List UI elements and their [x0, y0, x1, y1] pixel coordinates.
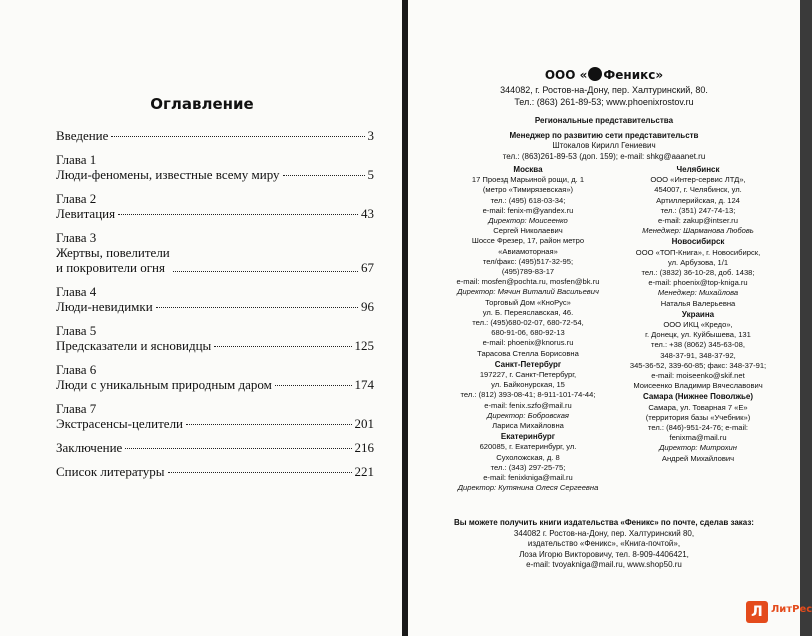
- region-city: Челябинск: [676, 165, 720, 174]
- publisher-address: 344082, г. Ростов-на-Дону, пер. Халтуринский, 80.: [500, 85, 708, 95]
- region-line: тел.: (343) 297-25-75;: [490, 462, 566, 472]
- region-line: e-mail: zakup@intser.ru: [658, 216, 738, 226]
- region-line: Лариса Михайловна: [492, 421, 564, 431]
- region-line: ул. Арбузова, 1/1: [667, 257, 729, 267]
- toc-chapter-number: Глава 1: [56, 152, 97, 167]
- region-line: e-mail: fenix-m@yandex.ru: [482, 205, 574, 215]
- region-line: 348-37-91, 348-37-92,: [660, 350, 736, 360]
- litres-badge-icon: Л: [746, 601, 768, 623]
- region-line: Торговый Дом «КноРус»: [485, 297, 571, 307]
- region-line: e-mail: phoenix@top-kniga.ru: [648, 278, 748, 288]
- region-city: Новосибирск: [671, 237, 725, 247]
- toc-spacer: [56, 275, 374, 284]
- toc-chapter-entry-title-line: Люди-невидимки: [56, 299, 153, 314]
- toc-chapter-number: Глава 2: [56, 191, 97, 206]
- region-line: тел/факс: (495)517-32-95;: [482, 256, 574, 266]
- region-city: Москва: [513, 165, 543, 174]
- toc-spacer: [56, 314, 374, 323]
- toc-chapter-entry-page: 5: [367, 167, 374, 182]
- toc-dot-leader: [173, 271, 358, 272]
- toc-spacer: [56, 455, 374, 464]
- region-line: ул. Б. Переяславская, 46.: [482, 307, 574, 317]
- toc-bibliography-page: 221: [354, 464, 374, 479]
- toc-chapter-entry-title-line: Левитация: [56, 206, 116, 221]
- region-line: Самара, ул. Товарная 7 «Е»: [648, 402, 748, 412]
- region-line: тел.: (846)-951-24-76; e-mail:: [647, 423, 748, 433]
- order-line: издательство «Феникс», «Книга-почтой»,: [527, 539, 681, 548]
- region-line: ул. Байконурская, 15: [491, 380, 565, 390]
- toc-dot-leader: [283, 175, 365, 176]
- toc-chapter-entry: [56, 338, 374, 353]
- toc-conclusion-page: 216: [354, 440, 374, 455]
- region-line: ООО «ТОП-Книга», г. Новосибирск,: [635, 247, 761, 257]
- toc-intro: [56, 128, 374, 143]
- toc-intro-title: [56, 128, 108, 143]
- region-line: e-mail: moiseenko@skif.net: [651, 371, 745, 381]
- region-line: Сухоложская, д. 8: [496, 452, 560, 462]
- region-city: Санкт-Петербург: [494, 359, 562, 369]
- toc-dot-leader: [111, 136, 364, 137]
- toc-dot-leader: [118, 214, 358, 215]
- toc-spacer: [56, 182, 374, 191]
- regional-column-left: [438, 165, 618, 494]
- toc-chapter-entry-title: [56, 338, 211, 353]
- toc-chapter-entry-title-line: Предсказатели и ясновидцы: [56, 338, 212, 353]
- publisher-contacts: Тел.: (863) 261-89-53; www.phoenixrostov.ru: [514, 97, 694, 107]
- toc-chapter-entry-title-line: Жертвы, повелители: [56, 245, 170, 260]
- region-line: 680-91-06, 680-92-13: [491, 328, 565, 338]
- toc-chapter-entry: [56, 377, 374, 392]
- region-line: e-mail: fenix.szfo@mail.ru: [484, 400, 572, 410]
- region-line: e-mail: mosfen@pochta.ru, mosfen@bk.ru: [456, 277, 600, 287]
- region-line: Наталья Валерьевна: [660, 298, 736, 308]
- toc-chapter-number: Глава 5: [56, 323, 97, 338]
- region-line: (495)789-83-17: [501, 267, 555, 277]
- region-line: Директор: Моисеенко: [488, 216, 568, 226]
- manager-contacts: тел.: (863)261-89-53 (доп. 159); e-mail: shkg@aaanet.ru: [502, 151, 706, 161]
- region-line: (метро «Тимирязевская»): [482, 185, 574, 195]
- region-line: fenixma@mail.ru: [669, 433, 727, 443]
- toc-chapter-entry-page: 43: [361, 206, 374, 221]
- toc-bibliography-title-line: Список литературы: [56, 464, 165, 479]
- regional-block: [408, 116, 800, 162]
- phoenix-logo-icon: [588, 67, 602, 81]
- toc-chapter-entry: [56, 245, 374, 275]
- region-line: 345-36-52, 339-60-85; факс: 348-37-91;: [629, 360, 767, 370]
- order-block: [408, 518, 800, 571]
- order-line: e-mail: tvoyakniga@mail.ru, www.shop50.ru: [526, 560, 682, 569]
- region-line: 197227, г. Санкт-Петербург,: [479, 370, 577, 380]
- toc-spacer: [56, 221, 374, 230]
- region-line: Артиллерийская, д. 124: [656, 195, 740, 205]
- manager-name: Штокалов Кирилл Гениевич: [552, 141, 656, 150]
- toc-chapter-entry-title: [56, 416, 183, 431]
- region-line: 454007, г. Челябинск, ул.: [654, 185, 742, 195]
- region-line: «Авиамоторная»: [498, 246, 558, 256]
- region-line: 620085, г. Екатеринбург, ул.: [479, 442, 577, 452]
- toc-chapter-number: Глава 7: [56, 401, 97, 416]
- order-heading: Вы можете получить книги издательства «Феникс» по почте, сделав заказ:: [454, 518, 754, 527]
- litres-badge-label: ЛитРес: [771, 604, 812, 615]
- toc-chapter-number: Глава 4: [56, 284, 97, 299]
- toc-chapter-number: Глава 6: [56, 362, 97, 377]
- toc-chapter-entry-page: 96: [361, 299, 374, 314]
- toc-chapter-entry-page: 125: [354, 338, 374, 353]
- region-line: Директор: Кутянина Олеся Сергеевна: [457, 483, 599, 493]
- region-line: тел.: +38 (8062) 345-63-08,: [651, 340, 745, 350]
- toc-chapter-entry-title-line: Люди с уникальным природным даром: [56, 377, 272, 392]
- region-line: ООО «Интер-сервис ЛТД»,: [650, 175, 746, 185]
- toc-spacer: [56, 431, 374, 440]
- region-line: Моисеенко Владимир Вячеславович: [633, 381, 763, 391]
- toc-dot-leader: [275, 385, 352, 386]
- region-line: тел.: (495) 618-03-34;: [490, 195, 566, 205]
- toc-chapter-number: Глава 3: [56, 230, 97, 245]
- region-city: Самара (Нижнее Поволжье): [642, 392, 754, 402]
- toc-chapter-entry: [56, 416, 374, 431]
- region-line: Сергей Николаевич: [493, 226, 563, 236]
- toc-chapter-entry: [56, 299, 374, 314]
- toc-chapter-entry-page: 67: [361, 260, 374, 275]
- regional-heading: Региональные представительства: [534, 116, 674, 125]
- region-line: ООО ИКЦ «Кредо»,: [663, 320, 733, 330]
- toc-bibliography-title: [56, 464, 165, 479]
- toc-chapter-entry-title-line: и покровители огня: [56, 260, 165, 275]
- toc-spacer: [56, 143, 374, 152]
- left-page-toc: [0, 0, 404, 636]
- toc-list: [56, 128, 374, 479]
- region-line: e-mail: phoenix@knorus.ru: [482, 338, 574, 348]
- toc-chapter-entry-title: [56, 299, 153, 314]
- manager-heading: Менеджер по развитию сети представительств: [509, 130, 699, 140]
- publisher-address-block: [408, 84, 800, 108]
- toc-chapter-entry-title: [56, 167, 280, 182]
- region-line: Менеджер: Михайлова: [657, 288, 739, 298]
- region-line: Андрей Михайлович: [661, 453, 735, 463]
- publisher-title: ООО « Феникс»: [544, 68, 664, 82]
- toc-dot-leader: [125, 448, 351, 449]
- region-line: Директор: Бобровская: [487, 410, 569, 420]
- toc-spacer: [56, 353, 374, 362]
- toc-spacer: [56, 392, 374, 401]
- toc-chapter-entry-title-line: Люди-феномены, известные всему миру: [56, 167, 280, 182]
- toc-dot-leader: [186, 424, 351, 425]
- toc-conclusion: [56, 440, 374, 455]
- toc-bibliography: [56, 464, 374, 479]
- toc-chapter-entry-page: 174: [354, 377, 374, 392]
- toc-chapter-entry-title: [56, 245, 170, 275]
- toc-chapter-entry-title: [56, 377, 272, 392]
- order-line: Лоза Игорю Викторовичу, тел. 8-909-4406421,: [519, 549, 689, 559]
- toc-conclusion-title: [56, 440, 122, 455]
- right-page-imprint: [408, 0, 812, 636]
- regional-column-right: [608, 165, 788, 464]
- order-line: 344082 г. Ростов-на-Дону, пер. Халтуринский 80,: [513, 528, 695, 538]
- region-line: Директор: Митрохин: [659, 443, 737, 453]
- toc-dot-leader: [156, 307, 358, 308]
- region-line: 17 Проезд Марьиной рощи, д. 1: [471, 175, 585, 185]
- toc-title: Оглавление: [150, 95, 254, 113]
- region-line: Менеджер: Шарманова Любовь: [642, 226, 754, 236]
- toc-dot-leader: [214, 346, 351, 347]
- toc-chapter-entry-title: [56, 206, 115, 221]
- region-city: Екатеринбург: [500, 432, 556, 442]
- region-line: e-mail: fenixkniga@mail.ru: [483, 473, 573, 483]
- region-line: тел.: (495)680-02-07, 680-72-54,: [472, 318, 584, 328]
- toc-chapter-entry: [56, 167, 374, 182]
- toc-chapter-entry-page: 201: [354, 416, 374, 431]
- region-line: тел.: (3832) 36-10-28, доб. 1438;: [641, 268, 755, 278]
- region-line: Тарасова Стелла Борисовна: [477, 348, 579, 358]
- region-line: (территория базы «Учебник»): [645, 412, 751, 422]
- toc-intro-title-line: Введение: [56, 128, 109, 143]
- toc-conclusion-title-line: Заключение: [56, 440, 123, 455]
- region-line: Шоссе Фрезер, 17, район метро: [471, 236, 585, 246]
- region-line: Директор: Мячин Виталий Васильевич: [457, 287, 599, 297]
- region-city: Украина: [681, 309, 715, 319]
- region-line: г. Донецк, ул. Куйбышева, 131: [645, 330, 751, 340]
- toc-chapter-entry: [56, 206, 374, 221]
- toc-chapter-entry-title-line: Экстрасенсы-целители: [56, 416, 184, 431]
- region-line: тел.: (812) 393-08-41; 8-911-101-74-44;: [460, 390, 596, 400]
- region-line: тел.: (351) 247-74-13;: [660, 205, 736, 215]
- toc-dot-leader: [168, 472, 352, 473]
- toc-intro-page: 3: [367, 128, 374, 143]
